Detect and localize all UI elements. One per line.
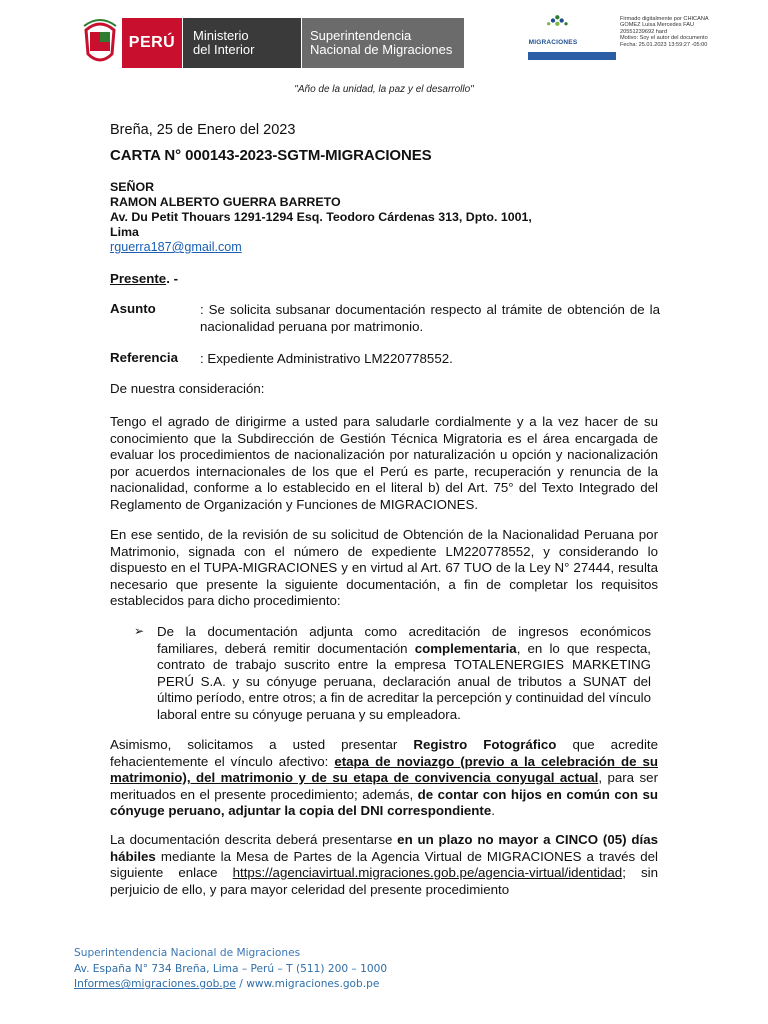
paragraph-2: En ese sentido, de la revisión de su solicitud de Obtención de la Nacionalidad Peruana por Matrimonio, signada con el número de expediente LM220778552, y considerando lo dispuesto en el TUPA-MIGRACIONES y en virtud al Art. 67 TUO de la Ley N° 27444, resulta necesario que presente la siguiente documentación, a fin de completar los requisitos establecidos para dicho procedimiento: [110,527,658,608]
footer-sep: / [235,978,247,991]
recipient-email-row [110,239,658,256]
salutation [110,271,658,288]
presente-word: Presente [110,271,167,286]
peru-coat-of-arms-icon [80,16,120,68]
p3-g: . [491,803,495,818]
p4-a: La documentación descrita deberá presentarse [110,832,398,847]
p4-c: mediante la Mesa de Partes de la Agencia Virtual de MIGRACIONES a través del siguiente enlace [110,848,658,880]
footer-web[interactable]: www.migraciones.gob.pe [246,978,380,991]
recipient-address: Av. Du Petit Thouars 1291-1294 Esq. Teodoro Cárdenas 313, Dpto. 1001, [110,210,532,224]
ministerio-line1: Ministerio [193,28,249,43]
recipient-email-link[interactable]: rguerra187@gmail.com [110,240,242,254]
superintendencia-block [302,18,464,68]
paragraph-4 [110,832,658,898]
peru-brand-block [122,18,182,68]
signature-line: GOMEZ Luisa Mercedes FAU [620,22,694,29]
ministerio-block [183,18,301,68]
ministerio-line2: del Interior [193,42,255,57]
migraciones-logo-bar [528,52,616,60]
referencia-label: Referencia [110,350,178,365]
paragraph-1: Tengo el agrado de dirigirme a usted para saludarle cordialmente y a la vez hacer de su conocimiento que la Subdirección de Gestión Técnica Migratoria es el área encargada de evaluar los procedimientos de nacionalización por naturalización u opción y nacionalización por acuerdos internacionales de los que el Perú es parte, recuperación y renuncia de la nacionalidad, conforme a lo establecido en el literal b) del Art. 75° del Texto Integrado del Reglamento de Organización y Funciones de MIGRACIONES. [110,414,658,512]
p4-d: ; sin perjuicio de ello, y para mayor celeridad del presente procedimiento [110,865,658,897]
p3-e: , para ser merituados en el presente procedimiento; además, [110,770,659,802]
p3-a: Asimismo, solicitamos a usted presentar [110,737,414,752]
superint-line1: Superintendencia [310,28,412,43]
bullet-item [157,624,651,723]
letter-number: CARTA N° 000143-2023-SGTM-MIGRACIONES [110,147,432,164]
signature-line: Firmado digitalmente por CHICANA [620,16,709,22]
year-motto [0,84,768,95]
bullet-arrow-icon: ➢ [134,624,145,638]
p3-c: que acredite fehacientemente el vínculo afectivo: [110,737,658,769]
footer-address: Av. España N° 734 Breña, Lima – Perú – T (511) 200 – 1000 [74,962,388,975]
bullet-text-c: , en lo que respecta, contrato de trabajo suscrito entre la empresa TOTALENERGIES MARKETING PERÚ S.A. y su cónyuge peruana, declaración anual de tributos a SUNAT del último período, entre otros; a fin de acreditar la percepción y continuidad del vínculo laboral entre su cónyuge peruana y su empleadora. [157,640,651,722]
p4-b: en un plazo no mayor a CINCO (05) días hábiles [110,832,658,864]
recipient-title: SEÑOR [110,180,155,194]
footer-org: Superintendencia Nacional de Migraciones [74,947,301,959]
migraciones-logo-text: MIGRACIONES [528,39,578,46]
footer-email-link[interactable]: Informes@migraciones.gob.pe [74,978,236,991]
p3-d: etapa de noviazgo (previo a la celebración de su matrimonio), del matrimonio y de su etapa de convivencia conyugal actual [110,753,658,785]
superint-line2: Nacional de Migraciones [310,42,453,57]
recipient-city: Lima [110,225,139,239]
presente-suffix: . - [166,271,179,286]
signature-line: Fecha: 25.01.2023 13:59:27 -05:00 [620,41,708,48]
referencia-text: : Expediente Administrativo LM220778552. [200,351,453,366]
agencia-virtual-link[interactable]: https://agenciavirtual.migraciones.gob.pe/agencia-virtual/identidad [232,865,623,880]
footer [74,946,387,993]
migraciones-logo-icon [536,14,596,40]
bullet-text-a: De la documentación adjunta como acreditación de ingresos económicos familiares, deberá remitir documentación [157,624,651,656]
recipient-name: RAMON ALBERTO GUERRA BARRETO [110,195,341,209]
digital-signature-block [620,16,766,48]
asunto-text: : Se solicita subsanar documentación respecto al trámite de obtención de la nacionalidad peruana por matrimonio. [200,302,660,334]
bullet-text-bold: complementaria [414,640,517,656]
asunto-label: Asunto [110,301,156,316]
signature-line: Motivo: Soy el autor del documento [620,35,708,42]
p3-b: Registro Fotográfico [413,737,557,752]
recipient-block [110,180,658,240]
p3-f: de contar con hijos en común con su cónyuge peruano, adjuntar la copia del DNI correspondiente [110,786,658,818]
motto-text: "Año de la unidad, la paz y el desarrollo" [294,84,474,95]
peru-label: PERÚ [128,34,176,51]
letter-date: Breña, 25 de Enero del 2023 [110,122,296,138]
footer-contact [74,977,387,993]
signature-line: 20551239692 hard [620,28,667,35]
greeting: De nuestra consideración: [110,381,265,396]
paragraph-3 [110,737,658,820]
